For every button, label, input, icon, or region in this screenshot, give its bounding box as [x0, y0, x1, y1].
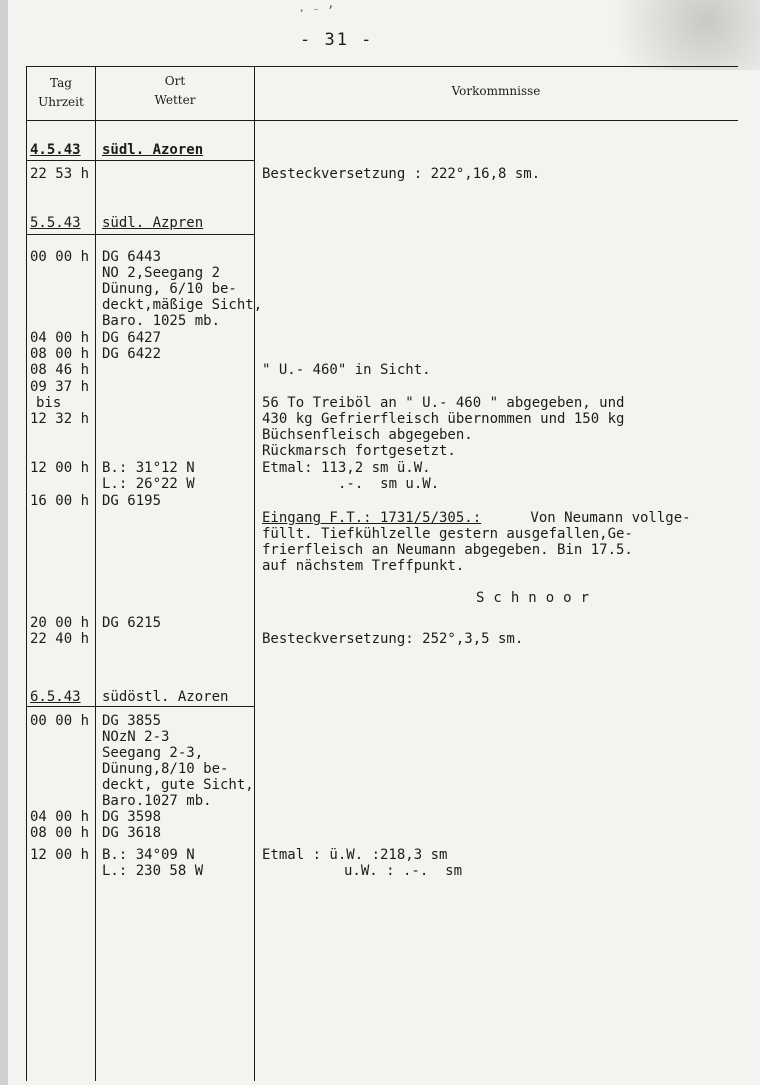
time-entry: 08 00 h [30, 825, 90, 841]
time-entry: 00 00 h [30, 713, 90, 729]
date-entry: 5.5.43 [30, 215, 81, 231]
location-entry: südl. Azpren [102, 215, 204, 231]
event-text: 430 kg Gefrierfleisch übernommen und 150 kg [262, 411, 625, 427]
date-entry: 6.5.43 [30, 689, 81, 705]
row-rule [26, 706, 254, 707]
location-entry: südl. Azoren [102, 142, 204, 158]
header-tag: Tag [50, 76, 72, 90]
latitude-entry: B.: 34°09 N [102, 847, 195, 863]
header-vorkommnisse: Vorkommnisse [451, 84, 541, 98]
weather-entry: Baro.1027 mb. [102, 793, 212, 809]
time-entry: 08 46 h [30, 362, 90, 378]
time-entry: 22 40 h [30, 631, 90, 647]
event-text: u.W. : .-. sm [344, 863, 463, 879]
scan-left-edge [0, 0, 8, 1085]
event-text: Von Neumann vollge- [522, 510, 691, 526]
time-entry: 20 00 h [30, 615, 90, 631]
row-rule [26, 160, 254, 161]
position-entry: DG 6422 [102, 346, 162, 362]
time-entry: 04 00 h [30, 330, 90, 346]
position-entry: DG 6195 [102, 493, 162, 509]
event-text: Rückmarsch fortgesetzt. [262, 443, 456, 459]
weather-entry: deckt,mäßige Sicht, [102, 297, 263, 313]
event-text: 56 To Treiböl an " U.- 460 " abgegeben, und [262, 395, 625, 411]
event-text: Besteckversetzung: 252°,3,5 sm. [262, 631, 524, 647]
time-entry: 00 00 h [30, 249, 90, 265]
weather-entry: Dünung, 6/10 be- [102, 281, 237, 297]
date-entry: 4.5.43 [30, 142, 81, 158]
row-rule [26, 234, 254, 235]
weather-entry: Seegang 2-3, [102, 745, 204, 761]
weather-entry: Dünung,8/10 be- [102, 761, 229, 777]
table-left-rule [26, 66, 27, 1081]
event-text: .-. sm u.W. [338, 476, 440, 492]
latitude-entry: B.: 31°12 N [102, 460, 195, 476]
scan-marks: · ⁻ ʼ [298, 4, 335, 18]
column-divider-2 [254, 66, 255, 1081]
time-entry: 12 32 h [30, 411, 90, 427]
time-entry: 12 00 h [30, 847, 90, 863]
event-text: auf nächstem Treffpunkt. [262, 558, 465, 574]
weather-entry: NOzN 2-3 [102, 729, 170, 745]
event-text: " U.- 460" in Sicht. [262, 362, 431, 378]
event-text: frierfleisch an Neumann abgegeben. Bin 17.5. [262, 542, 633, 558]
weather-entry: deckt, gute Sicht, [102, 777, 254, 793]
page-number: - 31 - [300, 30, 374, 50]
position-entry: DG 3618 [102, 825, 162, 841]
longitude-entry: L.: 26°22 W [102, 476, 195, 492]
signature-name: Schnoor [476, 590, 599, 606]
time-entry: bis [36, 395, 62, 411]
event-text: Etmal : ü.W. :218,3 sm [262, 847, 448, 863]
weather-entry: Baro. 1025 mb. [102, 313, 221, 329]
table-top-rule [26, 66, 738, 67]
header-bottom-rule [26, 120, 738, 121]
position-entry: DG 6427 [102, 330, 162, 346]
position-entry: DG 6215 [102, 615, 162, 631]
column-divider-1 [95, 66, 96, 1081]
time-entry: 09 37 h [30, 379, 90, 395]
header-wetter: Wetter [154, 93, 196, 107]
longitude-entry: L.: 230 58 W [102, 863, 204, 879]
location-entry: südöstl. Azoren [102, 689, 229, 705]
event-text: füllt. Tiefkühlzelle gestern ausgefallen,Ge- [262, 526, 633, 542]
time-entry: 22 53 h [30, 166, 90, 182]
time-entry: 04 00 h [30, 809, 90, 825]
radio-message-ref: Eingang F.T.: 1731/5/305.: [262, 510, 482, 526]
weather-entry: NO 2,Seegang 2 [102, 265, 221, 281]
position-entry: DG 3855 [102, 713, 162, 729]
position-entry: DG 3598 [102, 809, 162, 825]
time-entry: 08 00 h [30, 346, 90, 362]
event-text: Büchsenfleisch abgegeben. [262, 427, 473, 443]
scan-smudge [580, 0, 760, 70]
position-entry: DG 6443 [102, 249, 162, 265]
time-entry: 12 00 h [30, 460, 90, 476]
event-text: Etmal: 113,2 sm ü.W. [262, 460, 431, 476]
event-text: Besteckversetzung : 222°,16,8 sm. [262, 166, 541, 182]
header-uhrzeit: Uhrzeit [38, 95, 84, 109]
header-ort: Ort [164, 74, 186, 88]
time-entry: 16 00 h [30, 493, 90, 509]
